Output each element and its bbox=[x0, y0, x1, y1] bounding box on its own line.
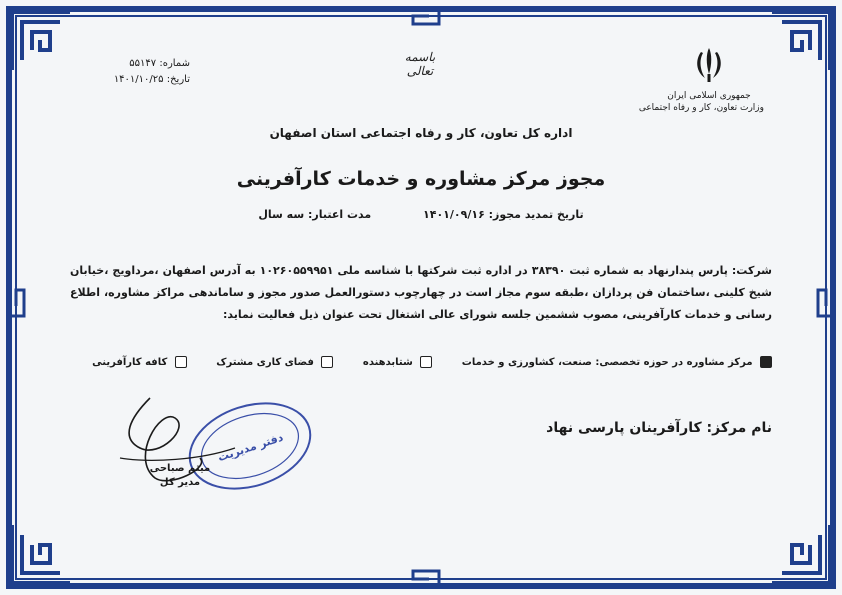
number-value: ۵۵۱۴۷ bbox=[129, 58, 157, 69]
activity-consulting bbox=[462, 356, 772, 368]
activity-coworking bbox=[216, 356, 333, 368]
frame-middle-ornament bbox=[814, 276, 836, 320]
validity bbox=[258, 208, 371, 221]
renewal-value: ۱۴۰۱/۰۹/۱۶ bbox=[423, 208, 485, 221]
frame-middle-ornament bbox=[399, 6, 443, 28]
organization-name: اداره کل تعاون، کار و رفاه اجتماعی استان اصفهان bbox=[269, 126, 573, 140]
basmala: باسمه تعالی bbox=[404, 50, 436, 78]
signatory-block bbox=[140, 462, 220, 490]
frame-corner-ornament bbox=[6, 6, 76, 76]
checkbox-checked-icon bbox=[760, 356, 772, 368]
validity-value: سه سال bbox=[258, 208, 305, 221]
frame-middle-ornament bbox=[6, 276, 28, 320]
activity-label: فضای کاری مشترک bbox=[216, 357, 314, 368]
renewal-date bbox=[419, 208, 583, 221]
validity-label: مدت اعتبار: bbox=[308, 208, 372, 221]
frame-corner-ornament bbox=[766, 6, 836, 76]
ministry-emblem bbox=[638, 44, 764, 114]
document-number bbox=[70, 56, 190, 72]
renewal-label: تاریخ تمدید مجوز: bbox=[488, 208, 584, 221]
activity-accelerator bbox=[363, 356, 432, 368]
signatory-name: میثم صباحی bbox=[149, 463, 211, 474]
date-label: تاریخ: bbox=[166, 74, 190, 85]
document-meta bbox=[70, 56, 190, 88]
activity-cafe bbox=[92, 356, 187, 368]
center-name: نام مرکز: کارآفرینان پارسی نهاد bbox=[546, 420, 772, 436]
checkbox-empty-icon bbox=[175, 356, 187, 368]
document-title: مجوز مرکز مشاوره و خدمات کارآفرینی bbox=[236, 168, 606, 190]
renewal-info bbox=[70, 208, 772, 221]
frame-corner-ornament bbox=[6, 519, 76, 589]
number-label: شماره: bbox=[159, 58, 190, 69]
iran-emblem-icon bbox=[689, 44, 729, 86]
signatory-position: مدیر کل bbox=[159, 477, 201, 488]
activity-label: کافه کارآفرینی bbox=[92, 357, 168, 368]
stamp-text: دفتر مدیریت bbox=[216, 430, 285, 465]
date-value: ۱۴۰۱/۱۰/۲۵ bbox=[113, 74, 164, 85]
activity-label: مرکز مشاوره در حوزه تخصصی: صنعت، کشاورزی و خدمات bbox=[461, 357, 753, 368]
frame-middle-ornament bbox=[399, 567, 443, 589]
document-date bbox=[70, 72, 190, 88]
activity-checklist bbox=[70, 356, 772, 368]
checkbox-empty-icon bbox=[420, 356, 432, 368]
license-body-text: شرکت: پارس پندارنهاد به شماره ثبت ۳۸۳۹۰ در اداره ثبت شرکتها با شناسه ملی ۱۰۲۶۰۵۵۹۹۵۱ به آدرس اصفهان ،مرداویج ،خیابان شیخ کلینی ،ساختمان فن پردازان ،طبقه سوم مجاز است در چهارچوب دستورالعمل صدور مجوز و ساماندهی مراکز مشاوره، اطلاع رسانی و خدمات کارآفرینی، مصوب ششمین جلسه شورای عالی اشتغال تحت عنوان ذیل فعالیت نماید: bbox=[70, 264, 772, 321]
emblem-line-country: جمهوری اسلامی ایران bbox=[667, 91, 751, 101]
emblem-line-ministry: وزارت تعاون، کار و رفاه اجتماعی bbox=[638, 103, 764, 113]
frame-corner-ornament bbox=[766, 519, 836, 589]
activity-label: شتابدهنده bbox=[362, 357, 413, 368]
checkbox-empty-icon bbox=[321, 356, 333, 368]
